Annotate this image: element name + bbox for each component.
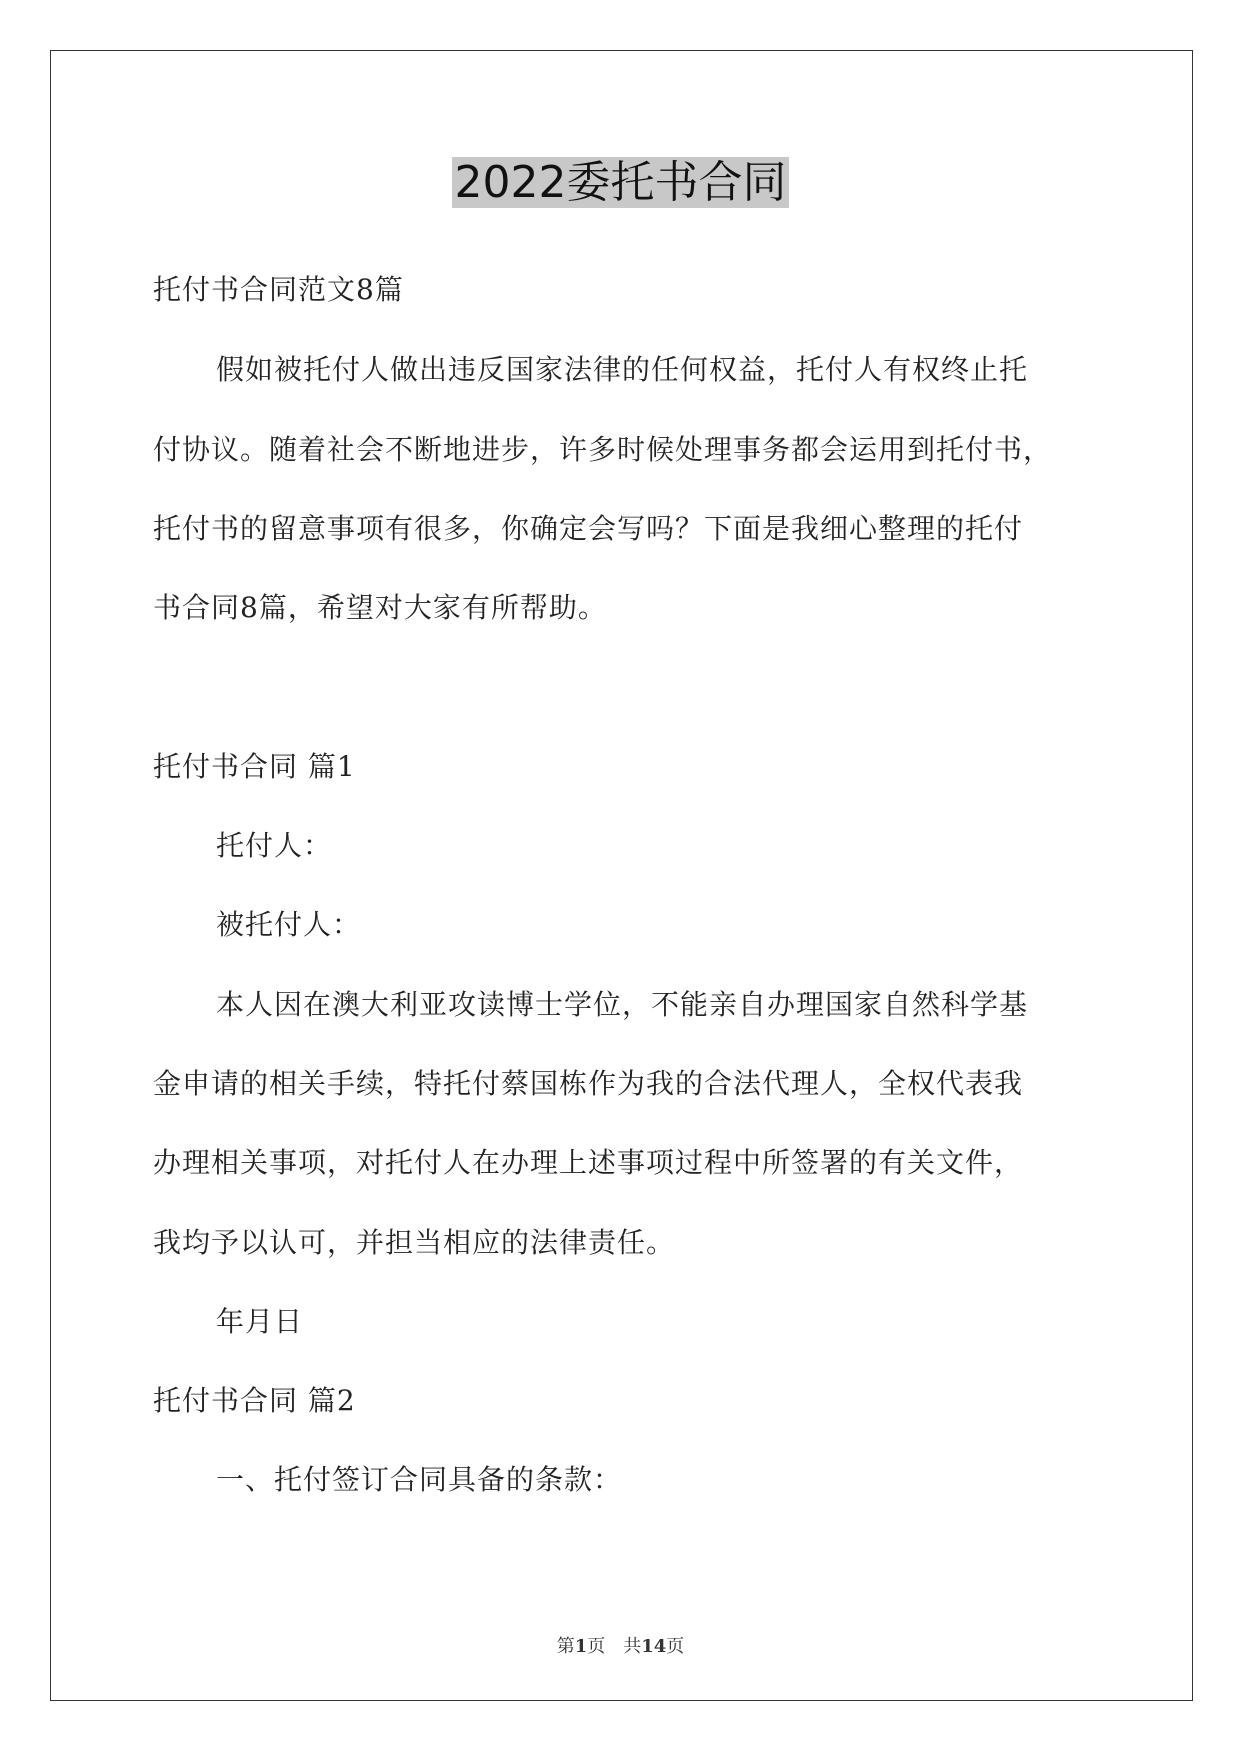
paragraph-line: 我均予以认可，并担当相应的法律责任。 — [153, 1226, 676, 1259]
agent-label: 被托付人： — [216, 908, 362, 941]
paragraph-line: 托付书的留意事项有很多，你确定会写吗？下面是我细心整理的托付 — [153, 512, 1024, 545]
paragraph-line: 书合同8篇，希望对大家有所帮助。 — [153, 591, 607, 624]
intro-heading: 托付书合同范文8篇 — [153, 273, 404, 306]
principal-label: 托付人： — [216, 829, 333, 862]
paragraph-line: 金申请的相关手续，特托付蔡国栋作为我的合法代理人，全权代表我 — [153, 1067, 1024, 1100]
page-footer: 第1页 共14页 — [556, 1636, 685, 1657]
total-pages: 14 — [641, 1636, 667, 1657]
paragraph-line: 假如被托付人做出违反国家法律的任何权益，托付人有权终止托 — [216, 353, 1029, 386]
paragraph-line: 本人因在澳大利亚攻读博士学位，不能亲自办理国家自然科学基 — [216, 988, 1029, 1021]
title-text: 2022委托书合同 — [452, 157, 790, 208]
document-title — [0, 154, 1241, 212]
section-heading-2: 托付书合同 篇2 — [153, 1384, 356, 1417]
paragraph-line: 付协议。随着社会不断地进步，许多时候处理事务都会运用到托付书， — [153, 433, 1053, 466]
date-label: 年月日 — [216, 1305, 304, 1338]
clause-heading: 一、托付签订合同具备的条款： — [216, 1463, 623, 1496]
paragraph-line: 办理相关事项，对托付人在办理上述事项过程中所签署的有关文件， — [153, 1146, 1024, 1179]
current-page: 1 — [574, 1636, 588, 1657]
section-heading-1: 托付书合同 篇1 — [153, 750, 356, 783]
